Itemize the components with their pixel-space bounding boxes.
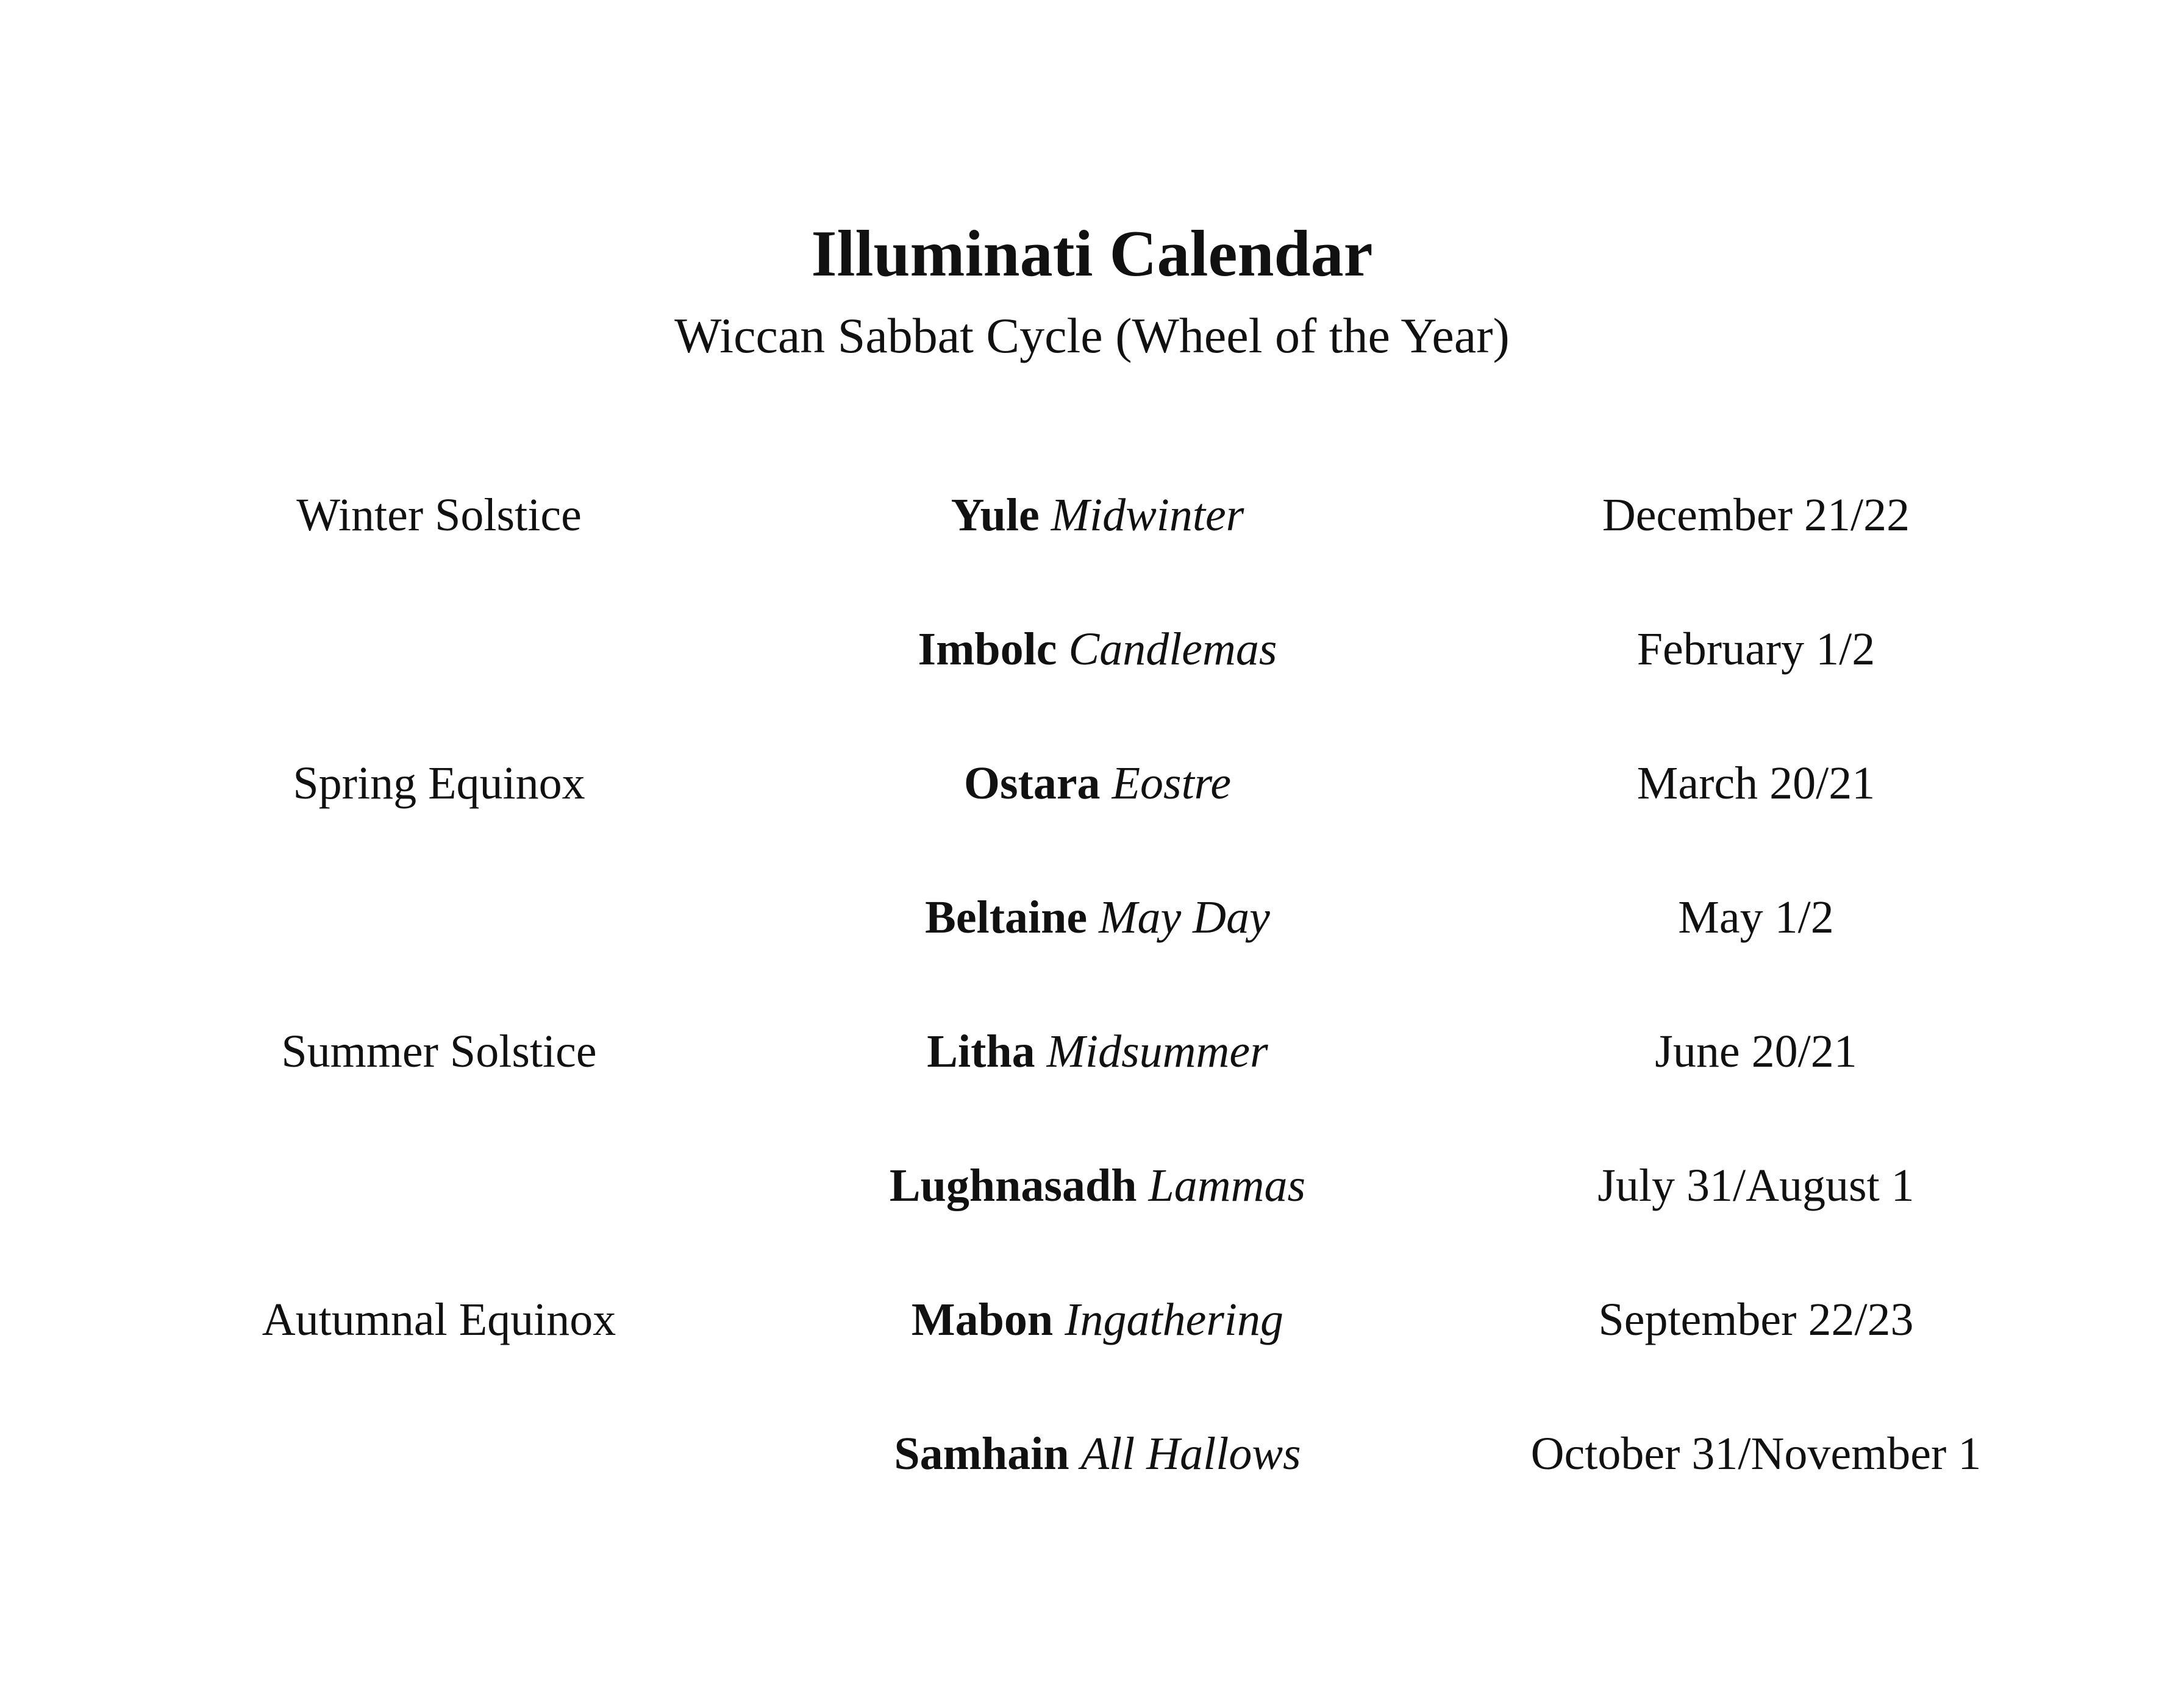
sabbat-date: December 21/22 (1602, 489, 1910, 541)
sabbat-date: May 1/2 (1678, 892, 1834, 943)
sabbat-name: Samhain (894, 1428, 1069, 1479)
sabbat-date: July 31/August 1 (1597, 1160, 1915, 1211)
sabbat-date: March 20/21 (1636, 758, 1875, 809)
sabbat-alt-name: Midsummer (1046, 1026, 1268, 1077)
sabbat-date: June 20/21 (1655, 1026, 1857, 1077)
sabbat-name: Yule (951, 489, 1040, 541)
sabbat-cell (835, 884, 1360, 951)
sabbat-cell (835, 616, 1360, 683)
astronomical-event: Spring Equinox (293, 758, 585, 809)
table-row (0, 884, 2184, 1018)
table-row (0, 1420, 2184, 1554)
sabbat-alt-name: Lammas (1148, 1160, 1306, 1211)
sabbat-date: September 22/23 (1598, 1294, 1914, 1345)
table-row (0, 482, 2184, 616)
sabbat-alt-name: All Hallows (1080, 1428, 1301, 1479)
table-row (0, 616, 2184, 750)
sabbat-alt-name: Candlemas (1068, 624, 1277, 675)
astronomical-event: Winter Solstice (296, 489, 582, 541)
page-subtitle: Wiccan Sabbat Cycle (Wheel of the Year) (674, 308, 1510, 363)
sabbat-alt-name: Ingathering (1065, 1294, 1284, 1345)
sabbat-name: Beltaine (925, 892, 1088, 943)
table-row (0, 750, 2184, 884)
table-row (0, 1018, 2184, 1152)
astronomical-event (183, 616, 695, 683)
sabbat-date: February 1/2 (1636, 624, 1875, 675)
astronomical-event (183, 1420, 695, 1487)
sabbat-alt-name: Midwinter (1051, 489, 1244, 541)
sabbat-table (0, 482, 2184, 1554)
sabbat-date: October 31/November 1 (1530, 1428, 1982, 1479)
astronomical-event: Autumnal Equinox (262, 1294, 616, 1345)
sabbat-alt-name: May Day (1099, 892, 1270, 943)
sabbat-name: Mabon (911, 1294, 1054, 1345)
astronomical-event: Summer Solstice (281, 1026, 597, 1077)
sabbat-cell (835, 1420, 1360, 1487)
sabbat-cell (835, 482, 1360, 549)
astronomical-event (183, 884, 695, 951)
sabbat-cell (835, 750, 1360, 817)
sabbat-cell (835, 1152, 1360, 1219)
sabbat-name: Litha (927, 1026, 1035, 1077)
sabbat-name: Imbolc (918, 624, 1057, 675)
table-row (0, 1286, 2184, 1420)
sabbat-alt-name: Eostre (1112, 758, 1232, 809)
sabbat-cell (835, 1018, 1360, 1085)
sabbat-name: Lughnasadh (889, 1160, 1137, 1211)
table-row (0, 1152, 2184, 1286)
sabbat-cell (835, 1286, 1360, 1353)
sabbat-name: Ostara (963, 758, 1101, 809)
page-title: Illuminati Calendar (811, 218, 1373, 290)
astronomical-event (183, 1152, 695, 1219)
